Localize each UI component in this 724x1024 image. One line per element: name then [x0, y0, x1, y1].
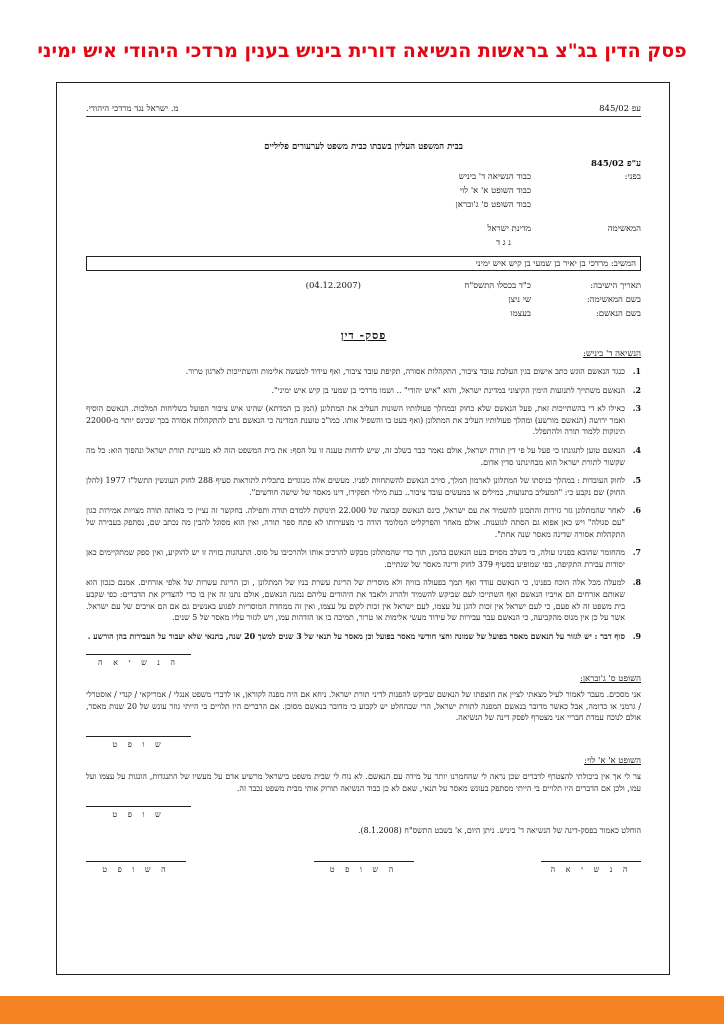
running-head-case: עפ 845/02 [599, 104, 641, 114]
running-head [86, 103, 641, 117]
appellant-label: המאשימה [607, 224, 641, 234]
document-frame [56, 82, 670, 975]
respondent-box: המשיב: מרדכי בן יאיר בן שמעי בן קיש איש ימיני [86, 256, 641, 271]
hearing-date: כ"ד בכסלו התשס"ח [464, 281, 531, 291]
versus-row [86, 236, 641, 250]
hearing-date-greg: (04.12.2007) [305, 281, 361, 291]
case-number: ע"פ 845/02 [590, 159, 641, 169]
final-signatures [86, 861, 641, 874]
bench-block [86, 170, 641, 212]
closing-statement: הוחלט כאמור בפסק-דינה של הנשיאה ד' ביניש. ניתן היום, א' בשבט התשס"ח (8.1.2008). [357, 826, 641, 836]
versus: נ ג ד [495, 238, 511, 248]
judge3-heading: השופט א' א' לוי: [584, 756, 641, 767]
paragraph: 1. כנגד הנאשם הוגש כתב אישום בגין העלבת עובד ציבור, התקהלות אסורה, תקיפת עובד ציבור, ואף עידוד למעשה אלימות והשתייכות לארגון טרור. [185, 367, 641, 376]
page-headline: פסק הדין בג"צ בראשות הנשיאה דורית ביניש בענין מרדכי היהודי איש ימיני [37, 40, 687, 62]
paragraph: 4. הנאשם טוען לתגונתו כי פעל על פי דין תורת ישראל, אולם נאמר כבר בשלב זה, שיש לדחות טענה זו על הסף: את בית המשפט הזה לא מעניינת תורת ישראל ונהפוך הוא: כל מה שקשור לתורת ישראל הוא מבחינתנו סדין אדום. [86, 445, 641, 467]
prosecution-name: שי ניצן [508, 295, 531, 305]
bench-judges [456, 170, 531, 212]
paragraph: 7. מהחומר שהובא בפנינו עולה, כי בשלב מסוים בעט הנאשם בהמן, תוך כדי שהמתלונן מבקש להרכיב אותו ולהרכיבו על סוס. התנהגות בזויה זו יש להוקיע, ואין ספק שמתקיימים כאן יסודות עבירת התקיפה, כפי שמופיע בסעיף 379 לחוק ודינה מאסר של שנתיים. [86, 548, 641, 569]
hearing-date-label: תאריך הישיבה: [590, 281, 641, 291]
judge2-heading: השופט ס' ג'ובראן: [580, 674, 641, 685]
judge3-opinion: צר לי אך אין ביכולתי להצטרף לדברים שכן נראה לי שהחמרנו יותר על מידה עם הנאשם. לא נוח לי שבית משפט בישראל מרשיע אדם על מעשיו של התנגדות, הונגות על עצמו ועל עמו, ולכן אם הדברים היו תלויים בי הייתי מסתפק בעונש מאסר על תנאי, שאם לא כן כבוד הנשיאה תורוק אותי מבית משפט נכבד זה. [86, 772, 641, 793]
judge2-opinion: אני מסכים. מעבר לאמור לעיל מצאתי לציין את חוצפתו של הנאשם שביקש להפנות לדיני תורת ישראל. ניחא אם היה מפנה לקוראן, או לדברי משפט אנגלי / אמריקאי / קנדי / אוסטרלי / גרמני או כדומה, אבל כאשר מדובר בנאשם המפנה לתורת ישראל, הרי שבהחלט יש לקבוע כי מדובר בנאשם מסוכן. אם הדברים היו תלויים בי הייתי גוזר עונש של 20 שנות מאסר, אולם לנוכח עמדת חבריי אני מצטרף לפסק דינה של הנשיאה. [86, 690, 641, 723]
court-name: בבית המשפט העליון בשבתו כבית משפט לערעורים פליליים [264, 142, 463, 152]
running-head-parties: מ. ישראל נגד מרדכי היהודי. [86, 104, 179, 114]
footer-bar [0, 996, 724, 1024]
defense-name: בעצמו [510, 309, 531, 319]
paragraph: 5. לחוק העובדות : במהלך כניסתו של המתלונן לארמון המלך, סירב הנאשם להשתחוות לפניו. מעשים אלה מנוגדים בתכלית לתוראות סעיף 288 לחוק העונשין התשל"ז 1977 (להלן החוק) שם נקבע כי: "המעליב בתנועות, במילים או במעשים עובד ציבור.. בעת מילוי תפקידו, דינו מאסר של שישה חודשים". [86, 476, 641, 497]
paragraph: 3. כאילו לא די בהשתייכות זאת, פעל הנאשם שלא כחוק ובמהלך פעולותיו השונות העליב את המתלונן (המן בן המדתא) שהינו איש ציבור הפועל בשליחות המלכות. הנאשם הוסיף ואמר ירושה (הנאשם מורשע) ומהלך פעולותיו העליב את המתלונן (ואף בעט בו והשפיל אותו. כמו"כ טוענת המדינה כי הנאשם גרם להתקהלות אסורה בכך שכינס יותר מ-22000 תינוקות ללמוד תורה ולהתפלל. [86, 404, 641, 437]
hearing-block [86, 279, 641, 321]
president-signature-line: ה נ ש י א ה [86, 654, 191, 667]
defense-label: בשם הנאשם: [595, 309, 641, 319]
bench-label: בפני: [624, 172, 641, 182]
judge-name: כבוד השופט א' א' לוי [459, 186, 531, 196]
paragraph: 6. לאחר שהמתלונן גזר גזירות והתכונן להשמיד את עם ישראל, כינס הנאשם קבוצה של 22.000 תינוקות ללמדם תורה ותפילה. בחקשר זה נציין כי באותה תורה מצויות אמירות כגון "עם סגולה" ויש כאן אפוא גם הסתה לגזענות. אולם מאחר והפרקליט המלומד הודה כי מצעירותו לא פתח ספר תורה, ואין הוא מסוגל להבין מה נכתב שם, נסתפק בעבירה של התקהלות אסורה שדינה מאסר שנה אחת". [86, 506, 641, 539]
president-heading: הנשיאה ד' ביניש: [583, 349, 641, 359]
paragraph-conclusion: 9. סוף דבר : יש לגזור על הנאשם מאסר בפועל של שמונה וחצי חודשי מאסר בפועל וכן מאסר על תנאי של 3 שנים למשך 20 שנה, בתנאי שלא יעבור על העבירות בהן הורשע . [87, 631, 641, 641]
final-signature-president: ה נ ש י א ה [541, 861, 641, 874]
paragraph: 2. הנאשם משתייך לתנועות הימין הקיצוני במדינת ישראל, והוא "איש יהודי" .. ושמו מרדכי בן שמעי בן קיש איש ימיני". [271, 385, 641, 395]
judge-name: כבוד השופט ס' ג'ובראן [455, 200, 531, 210]
prosecution-label: בשם המאשימה: [586, 295, 641, 305]
appellant-name: מדינת ישראל [487, 224, 531, 234]
paragraph: 8. למעלה מכל אלה הוכח בפנינו, כי הנאשם עודד ואף תמך בפעולה בזויה ולא מוסרית של הריגת עשרת בניו של המתלונן , וכן הריגת עשרות של אלפי אזרחים. אמנם כנכון הוא שאותם אזרחים הם אויביו הנאשם ואף השתייכו לעם שביקש להשמיד ולהרוג ולאבד את היהודים עליהם נמנה הנאשם, אולם נתנו זה אין בו כדי להצדיק את הדברים: כפי שקבע בית משפט זה לא פעם, כי לעם ישראל אין זכות להגן על עצמו, לעם ישראל אין זכות לקום על עצמו, ואין זה ממחדת המוסריות לפגוע באנשים גם אם הם אויבים של עם ישראל. אשר על כן אין מנוס מהקביעה, כי הנאשם עבר עבירות של עידוד מעשי אלימות או טרור, תמיכה בו או הזדהות עמו, ויש לגזור עליו מאסר של 5 שנים. [86, 578, 641, 623]
appellant-block [86, 222, 641, 236]
judge-name: כבוד הנשיאה ד' ביניש [458, 172, 531, 182]
final-signature-judge: ה ש ו פ ט [86, 861, 186, 874]
document-body [86, 103, 641, 874]
paragraph-list [86, 366, 641, 642]
final-signature-judge: ה ש ו פ ט [314, 861, 414, 874]
judge2-signature-line: ש ו פ ט [86, 736, 191, 749]
verdict-title: פסק- דין [340, 329, 387, 342]
judge3-signature-line: ש ו פ ט [86, 806, 191, 819]
